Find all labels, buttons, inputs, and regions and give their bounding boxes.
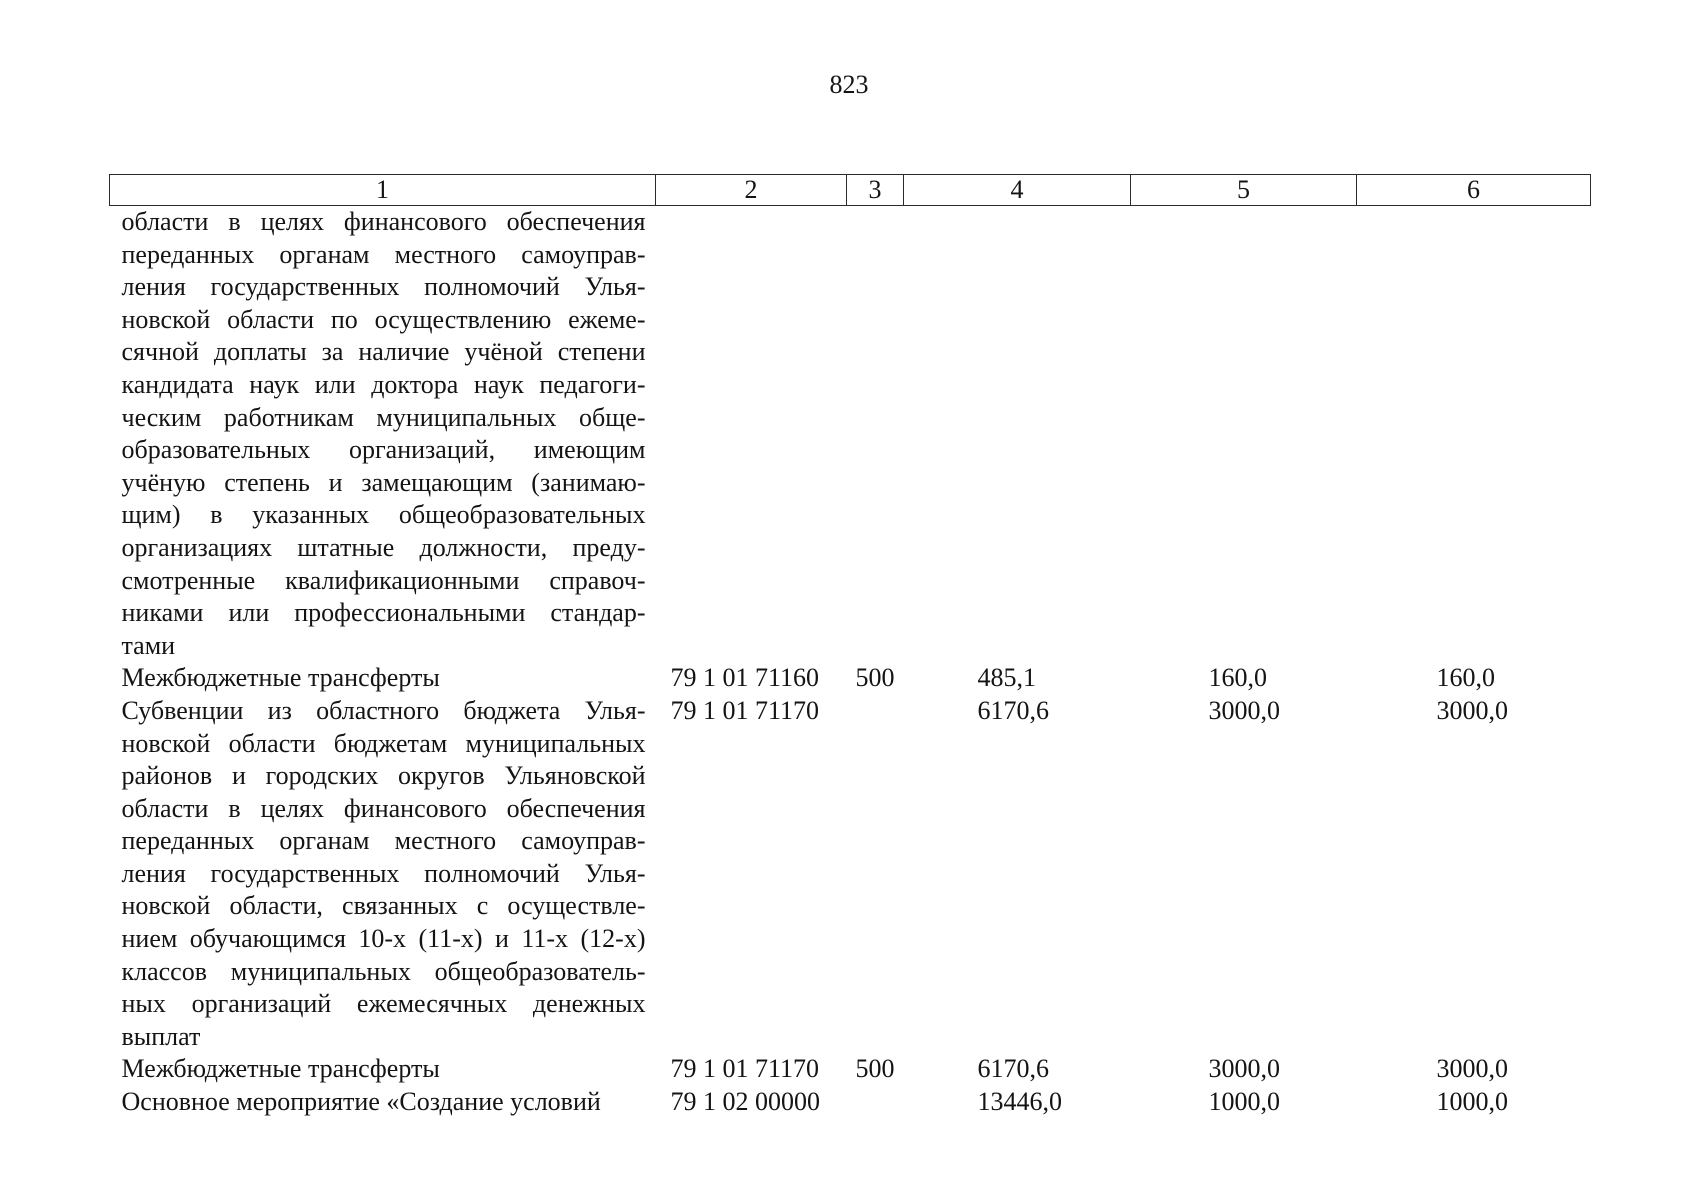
expense-type-code bbox=[847, 206, 904, 663]
amount-col-5: 160,0 bbox=[1208, 663, 1267, 693]
description-line: щим) в указанных общеобразовательных bbox=[121, 500, 646, 530]
column-header-6: 6 bbox=[1357, 175, 1591, 206]
description-line: новской области бюджетам муниципальных bbox=[121, 728, 646, 758]
table-row bbox=[110, 1086, 1591, 1119]
table-row bbox=[110, 662, 1591, 695]
description-line: ческим работникам муниципальных обще- bbox=[121, 402, 646, 432]
amount-col-6: 3000,0 bbox=[1436, 695, 1508, 725]
description-line: ления государственных полномочий Улья- bbox=[121, 272, 646, 302]
description-line: новской области по осуществлению ежеме- bbox=[121, 304, 646, 334]
description-line: Межбюджетные трансферты bbox=[121, 663, 440, 693]
amount-col-4 bbox=[904, 206, 1131, 663]
table-row bbox=[110, 1053, 1591, 1086]
description-line: Основное мероприятие «Создание условий bbox=[121, 1087, 601, 1117]
description-line: сячной доплаты за наличие учёной степени bbox=[121, 337, 646, 367]
table-row bbox=[110, 695, 1591, 1054]
column-header-1: 1 bbox=[110, 175, 656, 206]
description-line: классов муниципальных общеобразователь- bbox=[121, 956, 646, 986]
description-line: переданных органам местного самоуправ- bbox=[121, 826, 646, 856]
budget-table bbox=[109, 174, 1591, 1119]
expense-type-code bbox=[847, 1086, 904, 1119]
description-line: ления государственных полномочий Улья- bbox=[121, 858, 646, 888]
page-number: 823 bbox=[829, 70, 869, 99]
column-number-header-row bbox=[110, 175, 1591, 206]
column-header-2: 2 bbox=[656, 175, 847, 206]
description-line: тами bbox=[121, 630, 176, 660]
amount-col-5 bbox=[1131, 206, 1357, 663]
description-line: переданных органам местного самоуправ- bbox=[121, 239, 646, 269]
column-header-4: 4 bbox=[904, 175, 1131, 206]
target-article-code: 79 1 02 00000 bbox=[670, 1087, 820, 1117]
target-article-code: 79 1 01 71170 bbox=[670, 1054, 820, 1084]
row-description bbox=[110, 1086, 656, 1119]
description-line: кандидата наук или доктора наук педагоги- bbox=[121, 369, 646, 399]
description-line: смотренные квалификационными справоч- bbox=[121, 565, 646, 595]
amount-col-6 bbox=[1357, 206, 1591, 663]
description-line: области в целях финансового обеспечения bbox=[121, 207, 646, 236]
table-row bbox=[110, 206, 1591, 663]
target-article-code: 79 1 01 71160 bbox=[670, 663, 820, 693]
amount-col-6: 160,0 bbox=[1436, 663, 1495, 693]
target-article-code bbox=[656, 206, 847, 663]
description-line: учёную степень и замещающим (занимаю- bbox=[121, 467, 646, 497]
row-description bbox=[110, 662, 656, 695]
description-line: нием обучающимся 10-х (11-х) и 11-х (12-х) bbox=[121, 924, 646, 954]
expense-type-code bbox=[847, 695, 904, 1054]
column-header-3: 3 bbox=[847, 175, 904, 206]
amount-col-5: 3000,0 bbox=[1208, 695, 1280, 725]
description-line: районов и городских округов Ульяновской bbox=[121, 761, 646, 791]
description-line: образовательных организаций, имеющим bbox=[121, 435, 646, 465]
amount-col-5: 1000,0 bbox=[1208, 1087, 1280, 1117]
description-line: области в целях финансового обеспечения bbox=[121, 793, 646, 823]
description-line: организациях штатные должности, преду- bbox=[121, 532, 646, 562]
amount-col-5: 3000,0 bbox=[1208, 1054, 1280, 1084]
description-line: Межбюджетные трансферты bbox=[121, 1054, 440, 1084]
description-line: никами или профессиональными стандар- bbox=[121, 598, 646, 628]
row-description bbox=[110, 695, 656, 1054]
description-line: новской области, связанных с осуществле- bbox=[121, 891, 646, 921]
amount-col-4: 13446,0 bbox=[977, 1087, 1062, 1117]
amount-col-4: 485,1 bbox=[977, 663, 1036, 693]
description-line: выплат bbox=[121, 1021, 201, 1051]
expense-type-code: 500 bbox=[855, 663, 895, 693]
column-header-5: 5 bbox=[1131, 175, 1357, 206]
table-body bbox=[110, 206, 1591, 1119]
row-description bbox=[110, 206, 656, 663]
amount-col-6: 3000,0 bbox=[1436, 1054, 1508, 1084]
amount-col-4: 6170,6 bbox=[977, 695, 1049, 725]
expense-type-code: 500 bbox=[855, 1054, 895, 1084]
description-line: Субвенции из областного бюджета Улья- bbox=[121, 695, 646, 725]
amount-col-4: 6170,6 bbox=[977, 1054, 1049, 1084]
target-article-code: 79 1 01 71170 bbox=[670, 695, 820, 725]
description-line: ных организаций ежемесячных денежных bbox=[121, 989, 646, 1019]
row-description bbox=[110, 1053, 656, 1086]
amount-col-6: 1000,0 bbox=[1436, 1087, 1508, 1117]
